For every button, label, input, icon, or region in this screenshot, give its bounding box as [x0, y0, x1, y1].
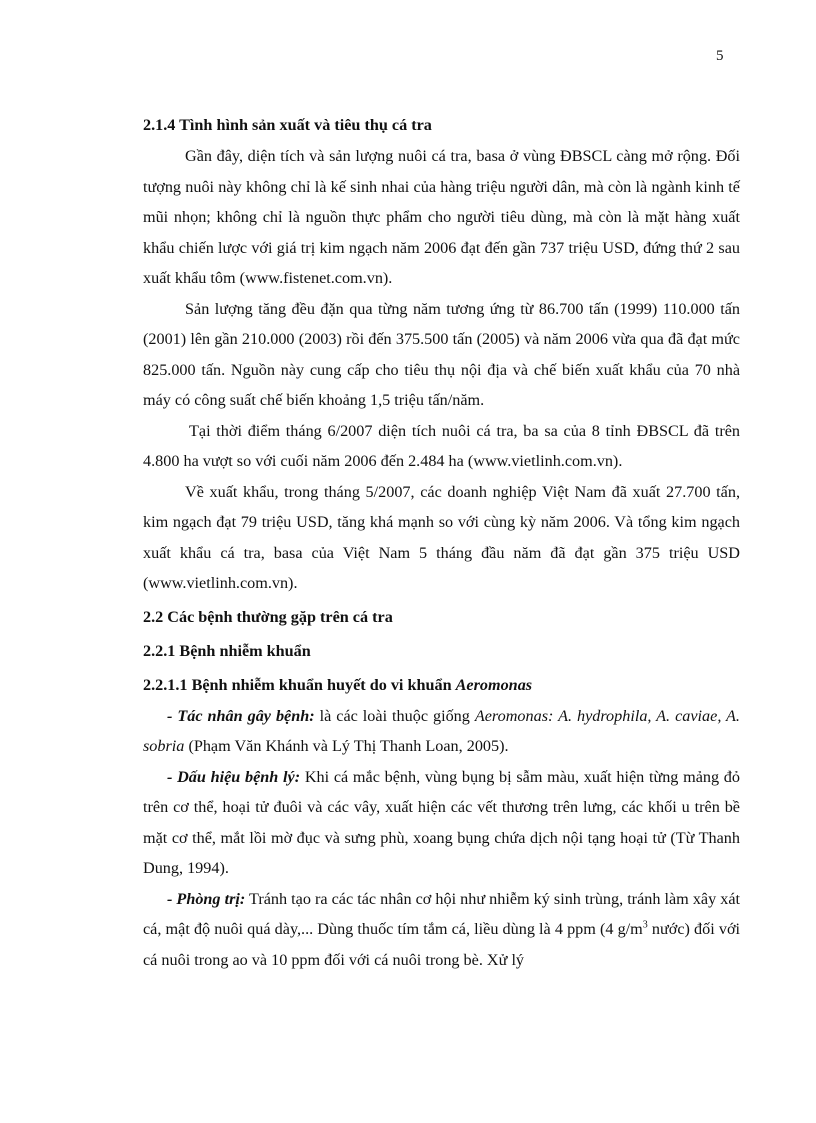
- paragraph-agent: [143, 701, 740, 762]
- heading-2-2-1: 2.2.1 Bệnh nhiễm khuẩn: [143, 641, 311, 660]
- heading-2-2-1-1: [143, 670, 740, 701]
- document-body: [143, 110, 740, 975]
- treatment-lead: - Phòng trị:: [167, 889, 246, 908]
- superscript-3: 3: [642, 919, 648, 931]
- agent-text-1: là các loài thuộc giống: [314, 706, 475, 725]
- agent-species: Aeromonas: A. hydrophila, A. caviae, A. sobria: [143, 706, 740, 755]
- heading-2-2-1-1-text: 2.2.1.1 Bệnh nhiễm khuẩn huyết do vi khuẩn: [143, 675, 456, 694]
- heading-genus: Aeromonas: [455, 675, 533, 694]
- heading-2-1-4: 2.1.4 Tình hình sản xuất và tiêu thụ cá tra: [143, 116, 432, 134]
- paragraph-signs: [143, 762, 740, 884]
- signs-text: Khi cá mắc bệnh, vùng bụng bị sẫm màu, xuất hiện từng mảng đỏ trên cơ thể, hoại tử đuôi và các vây, xuất hiện các vết thương trên lưng, các khối u trên bề mặt cơ thể, mắt lồi mờ đục và sưng phù, xoang bụng chứa dịch nội tạng hoại tử (Từ Thanh Dung, 1994).: [143, 767, 740, 877]
- signs-lead: - Dấu hiệu bệnh lý:: [167, 767, 301, 786]
- paragraph-2: Sản lượng tăng đều đặn qua từng năm tương ứng từ 86.700 tấn (1999) 110.000 tấn (2001) lên gần 210.000 (2003) rồi đến 375.500 tấn (2005) và năm 2006 vừa qua đã đạt mức 825.000 tấn. Nguồn này cung cấp cho tiêu thụ nội địa và chế biến xuất khẩu của 70 nhà máy có công suất chế biến khoảng 1,5 triệu tấn/năm.: [143, 299, 740, 409]
- paragraph-treatment: [143, 884, 740, 976]
- agent-text-2: (Phạm Văn Khánh và Lý Thị Thanh Loan, 2005).: [184, 737, 509, 755]
- paragraph-1: Gần đây, diện tích và sản lượng nuôi cá tra, basa ở vùng ĐBSCL càng mở rộng. Đối tượng nuôi này không chỉ là kế sinh nhai của hàng triệu người dân, mà còn là ngành kinh tế mũi nhọn; không chỉ là nguồn thực phẩm cho người tiêu dùng, mà còn là mặt hàng xuất khẩu chiến lược với giá trị kim ngạch năm 2006 đạt đến gần 737 triệu USD, đứng thứ 2 sau xuất khẩu tôm (www.fistenet.com.vn).: [143, 147, 740, 287]
- paragraph-4: Về xuất khẩu, trong tháng 5/2007, các doanh nghiệp Việt Nam đã xuất 27.700 tấn, kim ngạch đạt 79 triệu USD, tăng khá mạnh so với cùng kỳ năm 2006. Và tổng kim ngạch xuất khẩu cá tra, basa của Việt Nam 5 tháng đầu năm đã đạt gần 375 triệu USD (www.vietlinh.com.vn).: [143, 482, 740, 592]
- agent-lead: - Tác nhân gây bệnh:: [167, 706, 315, 725]
- page-number: 5: [716, 48, 724, 64]
- treatment-text-1: Tránh tạo ra các tác nhân cơ hội như nhiễm ký sinh trùng, tránh làm xây xát cá, mật độ nuôi quá dày,... Dùng thuốc tím tắm cá, liều dùng là 4 ppm (4 g/m: [143, 889, 741, 938]
- paragraph-3: Tại thời điểm tháng 6/2007 diện tích nuôi cá tra, ba sa của 8 tỉnh ĐBSCL đã trên 4.800 ha vượt so với cuối năm 2006 đến 2.484 ha (www.vietlinh.com.vn).: [143, 421, 740, 470]
- heading-2-2: 2.2 Các bệnh thường gặp trên cá tra: [143, 607, 393, 626]
- treatment-text-2: nước) đối với cá nuôi trong ao và 10 ppm đối với cá nuôi trong bè. Xử lý: [143, 920, 740, 969]
